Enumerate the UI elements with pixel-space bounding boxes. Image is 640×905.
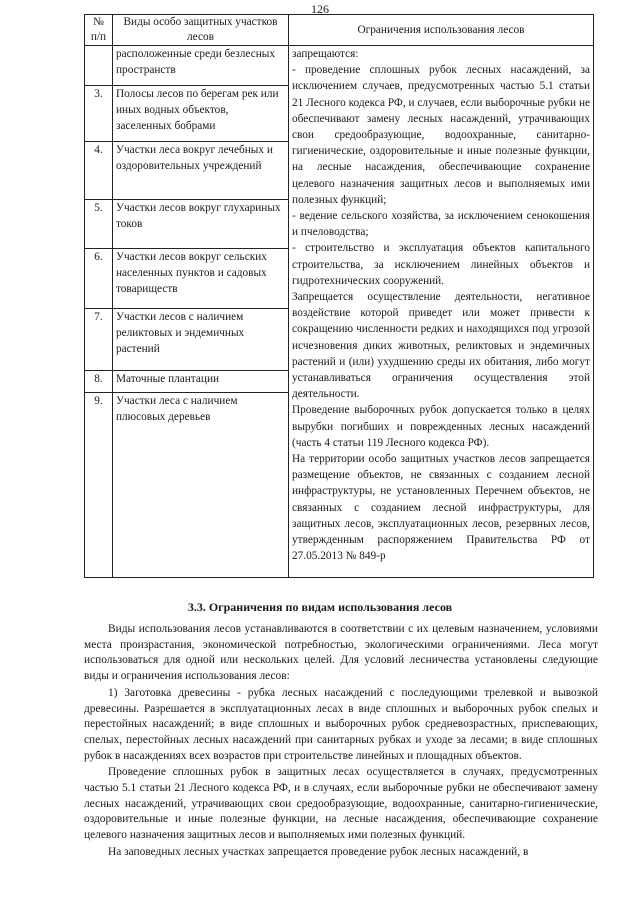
limits-paragraph: Проведение выборочных рубок допускается только в целях вырубки погибших и поврежденных лесных насаждений (часть 4 статьи 119 Лесного кодекса РФ). [292, 404, 590, 449]
row-type: Участки леса вокруг лечебных и оздоровительных учреждений [113, 142, 289, 200]
limits-paragraph: Запрещается осуществление деятельности, негативное воздействие которой приведет или может привести к сокращению численности редких и находящихся под угрозой исчезновения диких животных, реликтовых и эндемичных растений и (или) ухудшению среды их обитания, либо могут устанавливаться ограничения осуществления этой деятельности. [292, 291, 590, 401]
row-num [85, 46, 113, 86]
table-row [85, 46, 594, 86]
limits-paragraph: запрещаются: [292, 48, 359, 60]
body-paragraph: Проведение сплошных рубок в защитных лесах осуществляется в случаях, предусмотренных частью 5.1 статьи 21 Лесного кодекса РФ, и в случаях, если выборочные рубки не обеспечивают замену лесных насаждений, утрачивающих свои средообразующие, водоохранные, санитарно-гигиенические, оздоровительные и иные полезные функции, на лесные насаждения, обеспечивающие сохранение целевого назначения защитных лесов и выполняемых ими полезных функций. [84, 766, 598, 842]
body-paragraph: Виды использования лесов устанавливаются в соответствии с их целевым назначением, условиями места произрастания, экономической потребностью, экологическими ограничениями. Леса могут использоваться для одной или нескольких целей. Для условий лесничества установлены следующие виды и ограничения использования лесов: [84, 623, 598, 683]
row-num: 9. [85, 393, 113, 578]
limits-paragraph: - проведение сплошных рубок лесных насаждений, за исключением случаев, предусмотренных частью 5.1 статьи 21 Лесного кодекса РФ, и случаев, если выборочные рубки не обеспечивают замену лесных насаждений, утрачивающих свои средообразующие, водоохранные, санитарно-гигиенические, оздоровительные и иные полезные функции, на лесные насаждения, обеспечивающие сохранение целевого назначения защитных лесов и выполняемых ими полезных функций; [292, 64, 590, 206]
limits-paragraph: - строительство и эксплуатация объектов капитального строительства, за исключением линейных объектов и гидротехнических сооружений. [292, 242, 590, 287]
header-num: № п/п [85, 15, 113, 46]
limits-cell [289, 46, 594, 578]
limits-paragraph: - ведение сельского хозяйства, за исключением сенокошения и пчеловодства; [292, 210, 590, 239]
row-num: 7. [85, 309, 113, 371]
row-type: Полосы лесов по берегам рек или иных водных объектов, заселенных бобрами [113, 86, 289, 142]
page-number: 126 [311, 2, 329, 16]
row-type: Участки лесов вокруг сельских населенных пунктов и садовых товариществ [113, 249, 289, 309]
row-num: 8. [85, 371, 113, 393]
row-num: 5. [85, 200, 113, 249]
row-type: Маточные плантации [113, 371, 289, 393]
section-body [84, 622, 598, 861]
body-paragraph: На заповедных лесных участках запрещается проведение рубок лесных насаждений, в [108, 845, 529, 858]
row-num: 6. [85, 249, 113, 309]
limits-table-wrapper [84, 14, 594, 578]
row-num: 3. [85, 86, 113, 142]
body-paragraph: 1) Заготовка древесины - рубка лесных насаждений с последующими трелевкой и вывозкой древесины. Разрешается в эксплуатационных лесах в виде сплошных и выборочных рубок спелых и перестойных насаждений; в виде сплошных и выборочных рубок средневозрастных, приспевающих, спелых, перестойных лесных насаждений при санитарных рубках и уходе за лесами; в виде сплошных рубок в насаждениях всех возрастов при строительстве линейных и площадных объектов. [84, 686, 598, 762]
row-num: 4. [85, 142, 113, 200]
section-heading: 3.3. Ограничения по видам использования лесов [187, 600, 453, 614]
row-type: Участки лесов с наличием реликтовых и эндемичных растений [113, 309, 289, 371]
header-limits: Ограничения использования лесов [289, 15, 594, 46]
row-type: расположенные среди безлесных пространств [113, 46, 289, 86]
table-header-row [85, 15, 594, 46]
limits-paragraph: На территории особо защитных участков лесов запрещается размещение объектов, не связанных с созданием лесной инфраструктуры, не установленных Перечнем объектов, не связанных с созданием лесной инфраструктуры, для защитных лесов, эксплуатационных лесов, резервных лесов, утвержденным распоряжением Правительства РФ от 27.05.2013 № 849-р [292, 453, 590, 563]
row-type: Участки лесов вокруг глухариных токов [113, 200, 289, 249]
header-type: Виды особо защитных участков лесов [113, 15, 289, 46]
row-type: Участки леса с наличием плюсовых деревьев [113, 393, 289, 578]
limits-table [84, 14, 594, 578]
